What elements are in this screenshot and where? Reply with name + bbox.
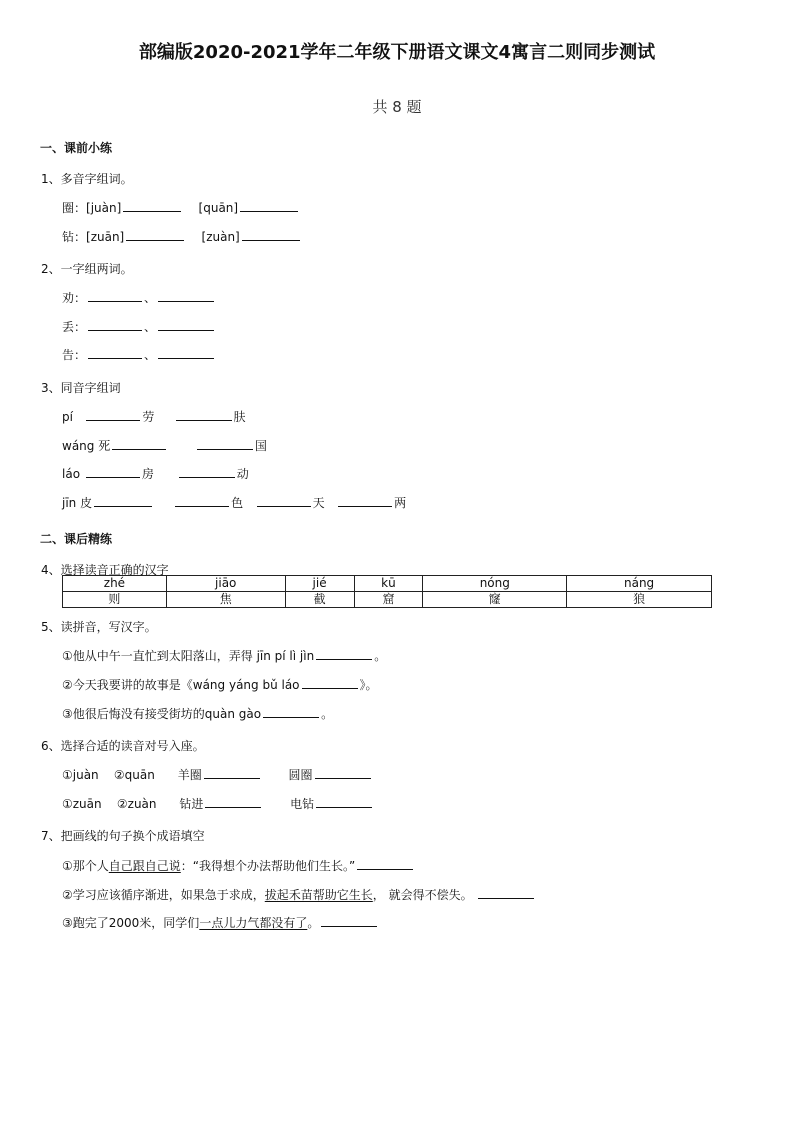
pinyin-label: [juàn]: [86, 201, 122, 215]
question-5-title: 5、读拼音，写汉字。: [41, 620, 157, 634]
char-label: 肤: [233, 410, 246, 424]
question-5-sentence-3: [62, 705, 333, 722]
answer-blank[interactable]: [240, 199, 298, 212]
char-cell[interactable]: 窿: [423, 592, 567, 608]
question-3-line-3: [62, 465, 249, 482]
answer-blank[interactable]: [338, 494, 392, 507]
char-row: [63, 592, 712, 608]
pinyin-label: [quān]: [198, 201, 239, 215]
char-label: 色: [231, 496, 244, 510]
word-label: 电钻: [290, 797, 315, 811]
char-cell[interactable]: 则: [63, 592, 167, 608]
answer-blank[interactable]: [316, 795, 372, 808]
char-label: 国: [254, 439, 267, 453]
char-label: 两: [394, 496, 407, 510]
question-2-line-3: [62, 346, 216, 363]
pinyin-cell: jié: [285, 576, 354, 592]
pinyin-label: wáng 死: [62, 439, 111, 453]
answer-blank[interactable]: [158, 289, 214, 302]
char-label: 天: [312, 496, 325, 510]
question-6-title: 6、选择合适的读音对号入座。: [41, 739, 205, 753]
option-label: ②quān: [113, 768, 155, 782]
sentence-text: ②今天我要讲的故事是《wáng yáng bǔ láo: [62, 678, 300, 692]
question-7-title: 7、把画线的句子换个成语填空: [41, 829, 205, 843]
answer-blank[interactable]: [478, 886, 534, 899]
answer-blank[interactable]: [242, 228, 300, 241]
question-6-line-2: [62, 795, 374, 812]
answer-blank[interactable]: [158, 318, 214, 331]
section-heading-2: 二、课后精练: [40, 532, 113, 546]
answer-blank[interactable]: [86, 408, 140, 421]
pinyin-label: láo: [62, 467, 81, 481]
word-label: 圆圈: [288, 768, 313, 782]
question-2-line-2: [62, 318, 216, 335]
pinyin-cell: jiāo: [166, 576, 285, 592]
page-title: 部编版2020-2021学年二年级下册语文课文4寓言二则同步测试: [138, 42, 656, 63]
char-cell[interactable]: 焦: [166, 592, 285, 608]
sentence-text: ：“我得想个办法帮助他们生长。”: [180, 859, 356, 873]
pinyin-label: [zuàn]: [201, 230, 240, 244]
answer-blank[interactable]: [257, 494, 311, 507]
answer-blank[interactable]: [123, 199, 181, 212]
underlined-phrase: 拔起禾苗帮助它生长: [264, 888, 373, 902]
char-label: 丢：: [62, 320, 87, 334]
question-4-title: 4、选择读音正确的汉字: [41, 563, 169, 577]
answer-blank[interactable]: [316, 647, 372, 660]
option-label: ②zuàn: [116, 797, 157, 811]
question-2-title: 2、一字组两词。: [41, 262, 133, 276]
question-6-line-1: [62, 766, 373, 783]
underlined-phrase: 一点儿力气都没有了: [199, 916, 308, 930]
pinyin-cell: kū: [354, 576, 423, 592]
pinyin-row: [63, 576, 712, 592]
answer-blank[interactable]: [94, 494, 152, 507]
pinyin-table: [62, 575, 712, 608]
answer-blank[interactable]: [205, 795, 261, 808]
question-3-line-2: [62, 437, 267, 454]
question-count: 共 8 题: [372, 98, 422, 116]
sentence-text: ③跑完了2000米，同学们: [62, 916, 200, 930]
char-label: 圈：: [62, 201, 87, 215]
answer-blank[interactable]: [302, 676, 358, 689]
sentence-text: ①那个人: [62, 859, 109, 873]
pinyin-label: jīn 皮: [62, 496, 93, 510]
char-cell[interactable]: 窟: [354, 592, 423, 608]
answer-blank[interactable]: [176, 408, 232, 421]
answer-blank[interactable]: [321, 914, 377, 927]
question-1-title: 1、多音字组词。: [41, 172, 133, 186]
option-label: ①zuān: [62, 797, 102, 811]
separator: 、: [144, 348, 157, 362]
question-3-line-1: [62, 408, 246, 425]
sentence-end: 。: [321, 707, 334, 721]
pinyin-cell: náng: [567, 576, 712, 592]
answer-blank[interactable]: [357, 857, 413, 870]
char-label: 劳: [142, 410, 155, 424]
char-cell[interactable]: 截: [285, 592, 354, 608]
question-1-line-2: [62, 228, 302, 245]
separator: 、: [144, 320, 157, 334]
answer-blank[interactable]: [175, 494, 229, 507]
answer-blank[interactable]: [86, 465, 140, 478]
char-label: 动: [236, 467, 249, 481]
answer-blank[interactable]: [88, 289, 142, 302]
answer-blank[interactable]: [315, 766, 371, 779]
sentence-text: ③他很后悔没有接受街坊的quàn gào: [62, 707, 262, 721]
sentence-text: ②学习应该循序渐进，如果急于求成，: [62, 888, 265, 902]
answer-blank[interactable]: [126, 228, 184, 241]
answer-blank[interactable]: [88, 346, 142, 359]
answer-blank[interactable]: [197, 437, 253, 450]
question-7-sentence-1: [62, 857, 415, 874]
answer-blank[interactable]: [112, 437, 166, 450]
question-3-title: 3、同音字组词: [41, 381, 121, 395]
question-7-sentence-2: [62, 886, 536, 903]
question-3-line-4: [62, 494, 406, 511]
pinyin-label: [zuān]: [86, 230, 125, 244]
sentence-text: 。: [307, 916, 320, 930]
section-heading-1: 一、课前小练: [40, 141, 113, 155]
underlined-phrase: 自己跟自己说: [108, 859, 181, 873]
question-7-sentence-3: [62, 914, 379, 931]
sentence-text: ， 就会得不偿失。: [372, 888, 473, 902]
option-label: ①juàn: [62, 768, 99, 782]
answer-blank[interactable]: [204, 766, 260, 779]
pinyin-cell: zhé: [63, 576, 167, 592]
char-label: 劝：: [62, 291, 87, 305]
answer-blank[interactable]: [88, 318, 142, 331]
question-1-line-1: [62, 199, 300, 216]
answer-blank[interactable]: [179, 465, 235, 478]
pinyin-label: pí: [62, 410, 73, 424]
word-label: 钻进: [179, 797, 204, 811]
char-label: 告：: [62, 348, 87, 362]
char-cell[interactable]: 狼: [567, 592, 712, 608]
sentence-end: 。: [374, 649, 387, 663]
sentence-text: ①他从中午一直忙到太阳落山，弄得 jīn pí lì jìn: [62, 649, 315, 663]
char-label: 房: [141, 467, 154, 481]
sentence-end: 》。: [359, 678, 378, 692]
question-2-line-1: [62, 289, 216, 306]
answer-blank[interactable]: [263, 705, 319, 718]
char-label: 钻：: [62, 230, 87, 244]
word-label: 羊圈: [177, 768, 202, 782]
separator: 、: [144, 291, 157, 305]
pinyin-cell: nóng: [423, 576, 567, 592]
answer-blank[interactable]: [158, 346, 214, 359]
question-5-sentence-2: [62, 676, 378, 693]
question-5-sentence-1: [62, 647, 386, 664]
